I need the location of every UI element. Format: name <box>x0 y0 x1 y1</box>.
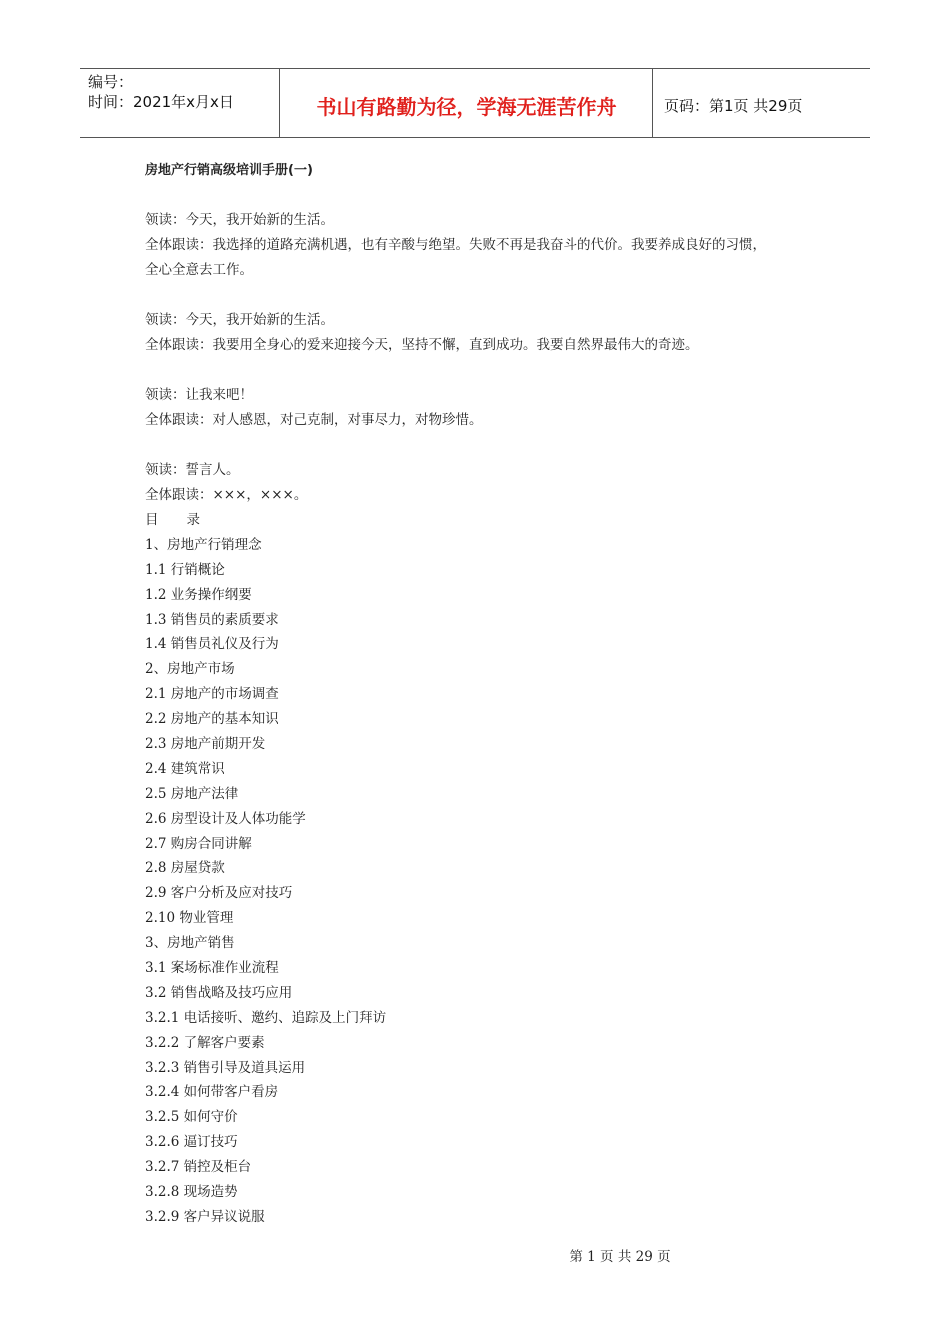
paragraph-line: 领读：今天，我开始新的生活。 <box>145 312 334 328</box>
header-page-label: 页码：第1页 共29页 <box>664 96 803 115</box>
paragraph-line: 全体跟读：我选择的道路充满机遇，也有辛酸与绝望。失败不再是我奋斗的代价。我要养成良好的习惯， <box>145 237 766 253</box>
page-footer: 第 1 页 共 29 页 <box>569 1249 671 1265</box>
toc-item: 2.5 房地产法律 <box>145 785 239 802</box>
paragraph-group-4 <box>145 458 825 508</box>
toc-item: 2.7 购房合同讲解 <box>145 835 252 852</box>
toc-heading-left: 目 <box>145 512 159 528</box>
header-motto: 书山有路勤为径，学海无涯苦作舟 <box>281 69 653 137</box>
toc-item: 3.2.7 销控及柜台 <box>145 1159 252 1176</box>
table-of-contents <box>145 533 825 1230</box>
toc-item: 1、房地产行销理念 <box>145 536 262 553</box>
page-header <box>80 68 870 138</box>
toc-item: 2.3 房地产前期开发 <box>145 736 266 753</box>
toc-item: 3.2.3 销售引导及道具运用 <box>145 1059 306 1076</box>
toc-item: 2.10 物业管理 <box>145 910 234 927</box>
spacer <box>145 283 825 308</box>
paragraph-line: 全心全意去工作。 <box>145 262 253 278</box>
toc-item: 1.4 销售员礼仪及行为 <box>145 636 279 653</box>
toc-item: 3.2.6 逼订技巧 <box>145 1134 238 1151</box>
paragraph-line: 领读：今天，我开始新的生活。 <box>145 212 334 228</box>
toc-item: 1.3 销售员的素质要求 <box>145 611 279 628</box>
toc-item: 1.1 行销概论 <box>145 561 225 578</box>
toc-item: 2.9 客户分析及应对技巧 <box>145 885 293 902</box>
toc-item: 3.1 案场标准作业流程 <box>145 960 279 977</box>
spacer <box>145 433 825 458</box>
toc-item: 3、房地产销售 <box>145 935 235 952</box>
document-number-label: 编号： <box>88 73 134 91</box>
paragraph-line: 全体跟读：对人感恩，对己克制，对事尽力，对物珍惜。 <box>145 412 483 428</box>
toc-item: 3.2.2 了解客户要素 <box>145 1034 265 1051</box>
paragraph-line: 领读：让我来吧！ <box>145 387 253 403</box>
toc-item: 3.2.5 如何守价 <box>145 1109 238 1126</box>
header-meta <box>80 69 280 137</box>
toc-item: 3.2.4 如何带客户看房 <box>145 1084 279 1101</box>
paragraph-group-3 <box>145 383 825 433</box>
toc-item: 2.1 房地产的市场调查 <box>145 686 279 703</box>
toc-item: 2.6 房型设计及人体功能学 <box>145 810 306 827</box>
paragraph-line: 领读：誓言人。 <box>145 462 240 478</box>
paragraph-line: 全体跟读：我要用全身心的爱来迎接今天，坚持不懈，直到成功。我要自然界最伟大的奇迹。 <box>145 337 699 353</box>
toc-heading <box>145 508 825 533</box>
toc-item: 1.2 业务操作纲要 <box>145 586 252 603</box>
toc-item: 3.2.1 电话接听、邀约、追踪及上门拜访 <box>145 1009 387 1026</box>
spacer <box>145 358 825 383</box>
document-date-label: 时间：2021年x月x日 <box>88 93 234 111</box>
paragraph-group-1 <box>145 208 825 283</box>
toc-item: 2.2 房地产的基本知识 <box>145 711 279 728</box>
toc-heading-right: 录 <box>186 512 200 528</box>
toc-item: 3.2 销售战略及技巧应用 <box>145 984 293 1001</box>
toc-item: 2.4 建筑常识 <box>145 760 225 777</box>
toc-item: 3.2.9 客户异议说服 <box>145 1208 265 1225</box>
document-title: 房地产行销高级培训手册(一) <box>145 163 313 178</box>
toc-item: 2.8 房屋贷款 <box>145 860 225 877</box>
paragraph-line: 全体跟读：×××，×××。 <box>145 487 308 503</box>
toc-item: 2、房地产市场 <box>145 661 235 678</box>
document-body <box>145 158 825 1230</box>
toc-item: 3.2.8 现场造势 <box>145 1184 238 1201</box>
paragraph-group-2 <box>145 308 825 358</box>
